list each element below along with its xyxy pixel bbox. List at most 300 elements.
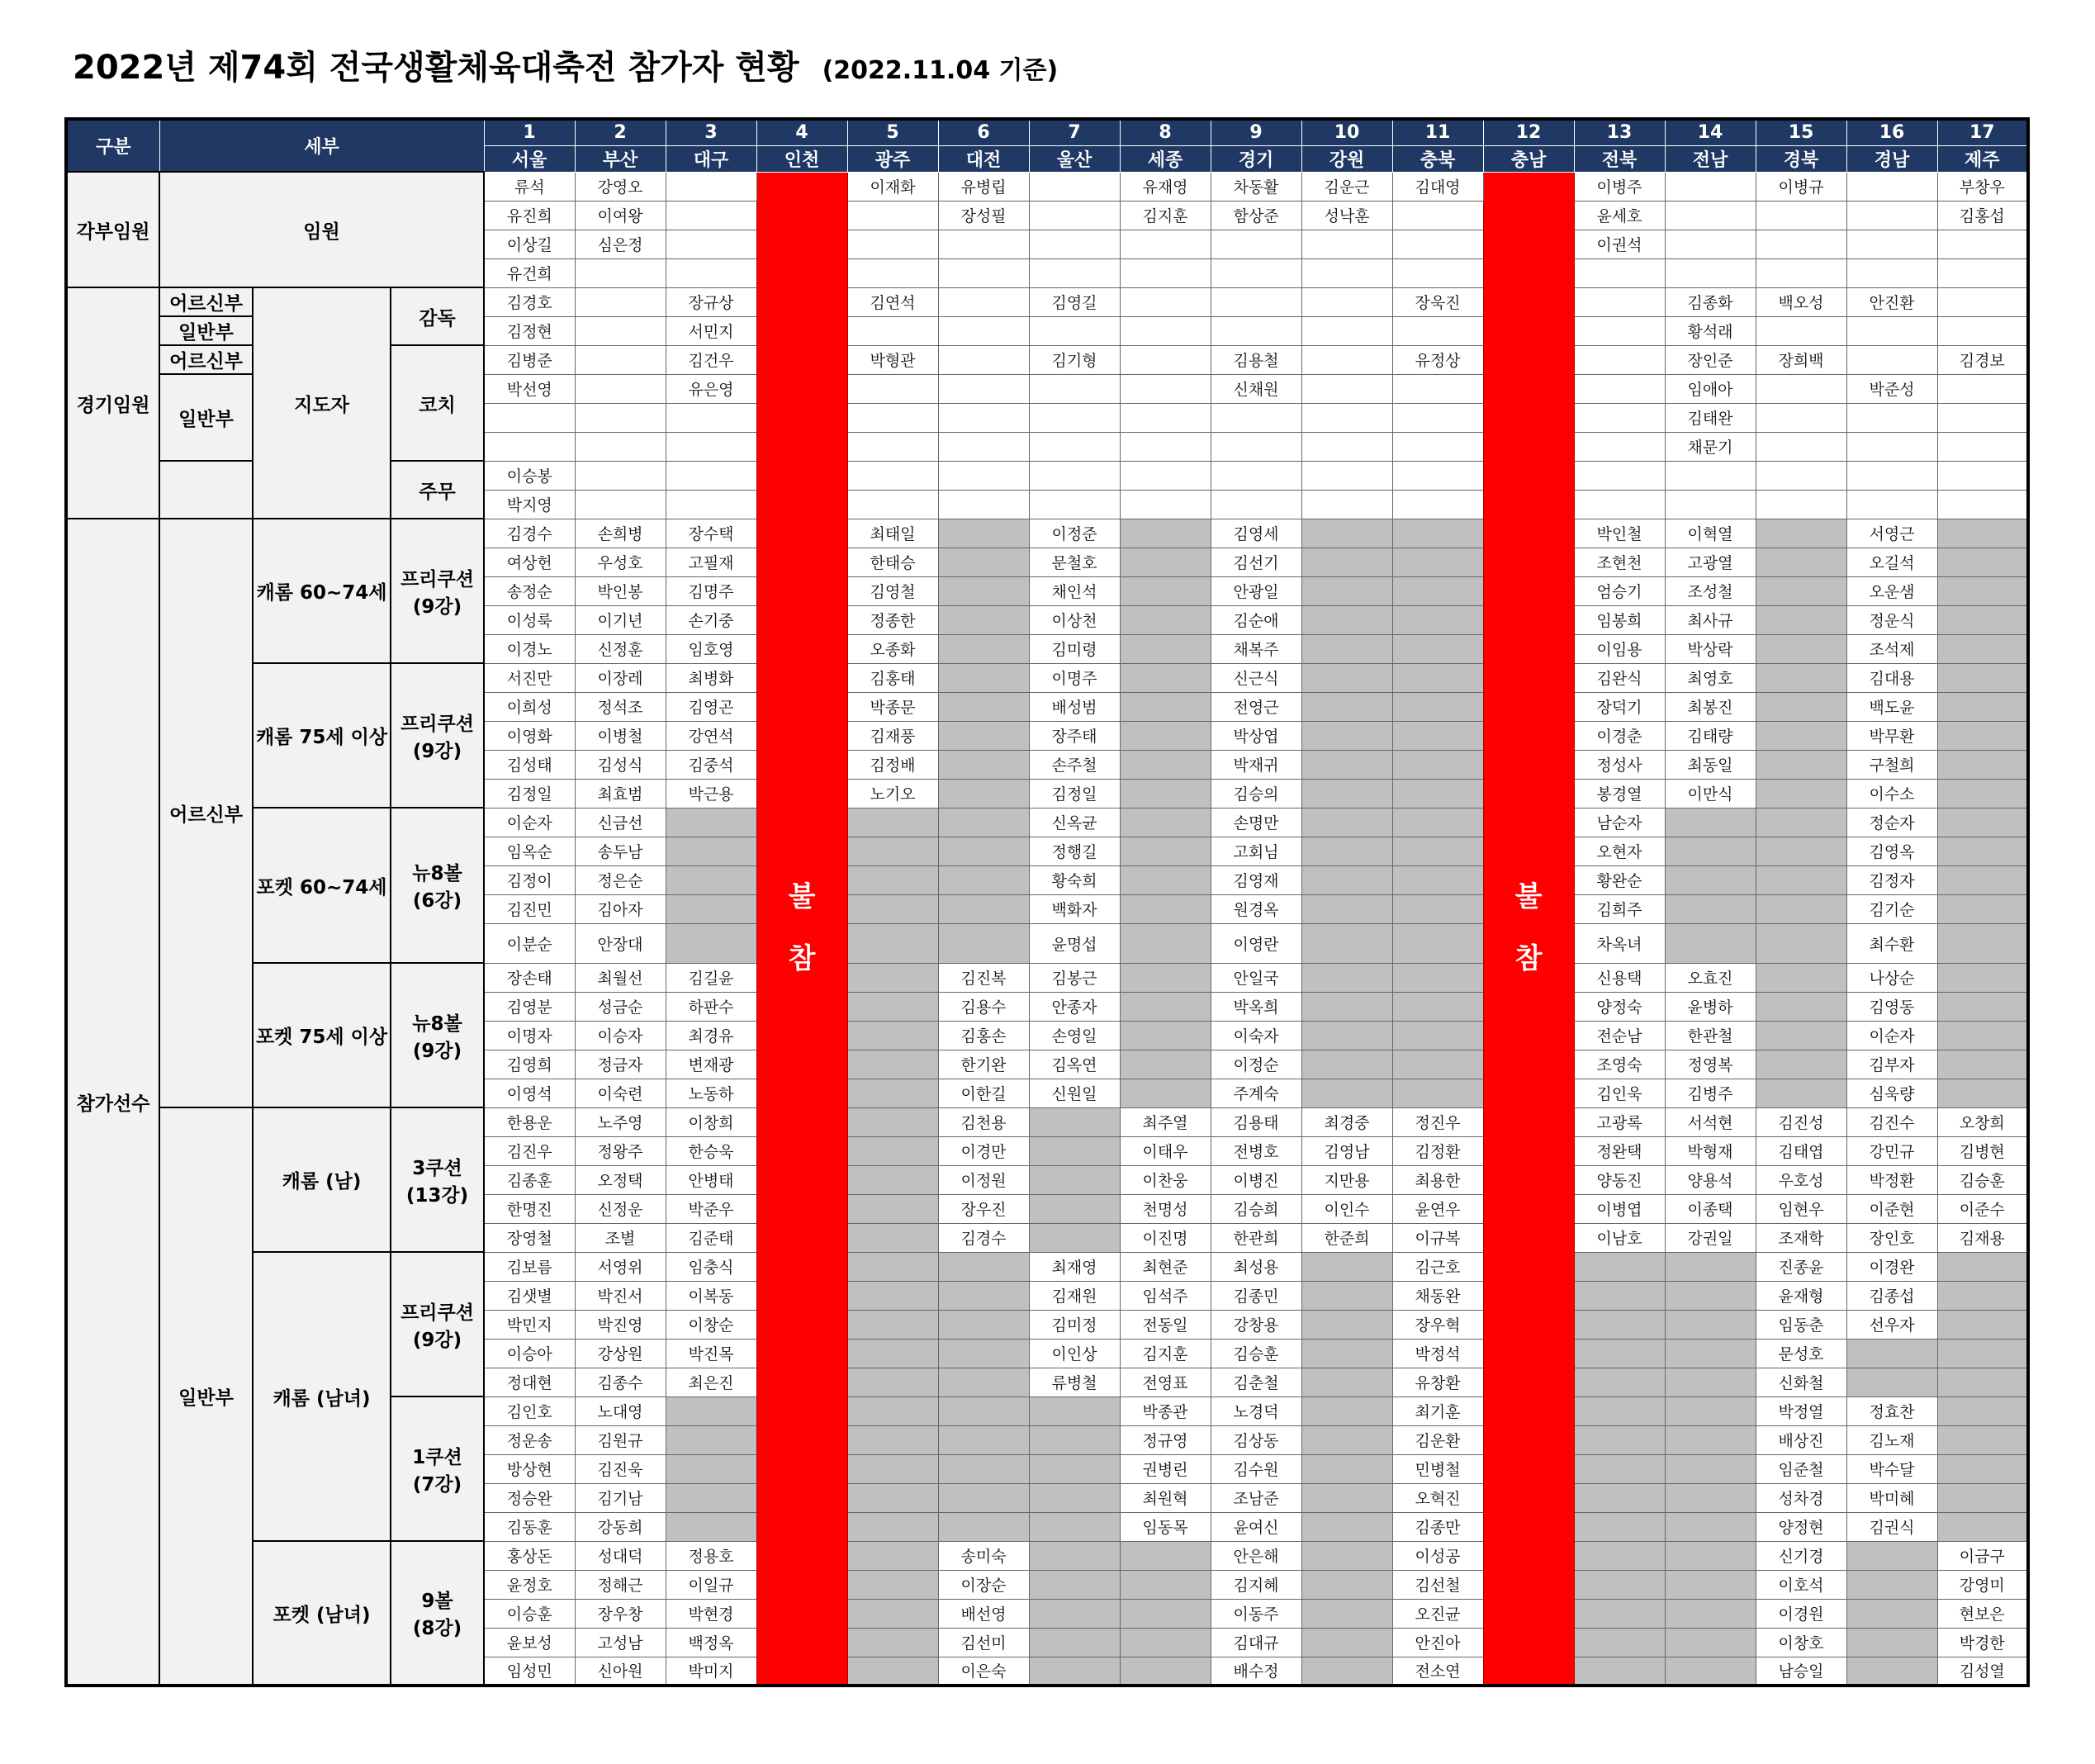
name-cell: 백화자 — [1029, 894, 1120, 923]
name-cell — [1756, 837, 1846, 865]
name-cell: 김영재 — [1211, 865, 1301, 894]
name-cell — [1120, 432, 1211, 461]
name-cell — [1120, 1079, 1211, 1107]
name-cell — [1756, 663, 1846, 692]
header-region: 강원 — [1301, 145, 1392, 172]
name-cell — [1846, 230, 1937, 258]
name-cell: 조석제 — [1846, 634, 1937, 663]
name-cell — [1937, 779, 2028, 808]
name-cell: 김영곤 — [666, 692, 756, 721]
name-cell: 김경호 — [484, 287, 575, 316]
name-cell: 임충식 — [666, 1252, 756, 1281]
title-date: (2022.11.04 기준) — [822, 56, 1059, 85]
name-cell — [938, 1310, 1029, 1339]
name-cell: 김병현 — [1937, 1136, 2028, 1165]
name-cell — [1301, 432, 1392, 461]
name-cell — [1120, 692, 1211, 721]
name-cell: 조재학 — [1756, 1223, 1846, 1252]
name-cell: 유건희 — [484, 258, 575, 287]
name-cell — [1301, 1628, 1392, 1657]
label-chamga: 참가선수 — [66, 519, 159, 1686]
name-cell — [938, 461, 1029, 490]
name-cell: 김미령 — [1029, 634, 1120, 663]
name-cell — [1029, 172, 1120, 201]
name-cell — [1392, 837, 1483, 865]
name-cell — [1756, 519, 1846, 548]
name-cell — [1029, 1628, 1120, 1657]
name-cell — [847, 403, 938, 432]
name-cell — [1120, 1657, 1211, 1686]
name-cell — [1120, 1021, 1211, 1050]
label-ilban1: 일반부 — [159, 316, 253, 345]
name-cell — [1120, 779, 1211, 808]
name-cell: 김상동 — [1211, 1425, 1301, 1454]
name-cell: 신정운 — [575, 1194, 666, 1223]
name-cell — [666, 172, 756, 201]
name-cell: 손영일 — [1029, 1021, 1120, 1050]
name-cell: 김종수 — [575, 1368, 666, 1396]
name-cell: 이분순 — [484, 923, 575, 963]
name-cell: 양정현 — [1756, 1512, 1846, 1541]
title-main: 2022년 제74회 전국생활체육대축전 참가자 현황 — [73, 49, 799, 87]
name-cell — [1029, 230, 1120, 258]
name-cell — [847, 490, 938, 519]
name-cell: 송미숙 — [938, 1541, 1029, 1570]
name-cell — [666, 403, 756, 432]
name-cell — [1301, 1425, 1392, 1454]
name-cell — [847, 1512, 938, 1541]
name-cell: 김영동 — [1846, 992, 1937, 1021]
name-cell: 최효범 — [575, 779, 666, 808]
name-cell: 김홍섭 — [1937, 201, 2028, 230]
name-cell — [1211, 490, 1301, 519]
name-cell: 이영란 — [1211, 923, 1301, 963]
name-cell — [1029, 432, 1120, 461]
label-ilban_div: 일반부 — [159, 1107, 253, 1686]
name-cell: 이상천 — [1029, 605, 1120, 634]
name-cell: 송정순 — [484, 576, 575, 605]
name-cell — [1665, 1281, 1756, 1310]
name-cell: 최봉진 — [1665, 692, 1756, 721]
name-cell: 김대용 — [1846, 663, 1937, 692]
name-cell — [1756, 963, 1846, 992]
name-cell: 이명주 — [1029, 663, 1120, 692]
name-cell — [1029, 1165, 1120, 1194]
name-cell: 이창호 — [1756, 1628, 1846, 1657]
name-cell — [1392, 1079, 1483, 1107]
name-cell — [1301, 634, 1392, 663]
absent-char: 불 — [788, 880, 816, 913]
name-cell: 김근호 — [1392, 1252, 1483, 1281]
label-imwon: 임원 — [159, 172, 484, 287]
label-eoreun1: 어르신부 — [159, 287, 253, 316]
name-cell — [1029, 374, 1120, 403]
name-cell — [938, 519, 1029, 548]
name-cell: 임준철 — [1756, 1454, 1846, 1483]
name-cell: 김노재 — [1846, 1425, 1937, 1454]
name-cell — [1574, 1454, 1665, 1483]
name-cell: 김태량 — [1665, 721, 1756, 750]
name-cell — [1846, 1570, 1937, 1599]
name-cell — [1392, 692, 1483, 721]
name-cell — [1846, 172, 1937, 201]
name-cell: 채동완 — [1392, 1281, 1483, 1310]
name-cell — [1937, 374, 2028, 403]
name-cell — [1756, 692, 1846, 721]
name-cell: 이찬웅 — [1120, 1165, 1211, 1194]
label-gamdok: 감독 — [391, 287, 484, 345]
name-cell — [1120, 374, 1211, 403]
name-cell — [1574, 1425, 1665, 1454]
name-cell — [1120, 403, 1211, 432]
name-cell — [1937, 865, 2028, 894]
name-cell: 여상헌 — [484, 548, 575, 576]
name-cell: 이경만 — [938, 1136, 1029, 1165]
name-cell — [1574, 1628, 1665, 1657]
name-cell — [1665, 1657, 1756, 1686]
name-cell — [1392, 316, 1483, 345]
name-cell — [1211, 403, 1301, 432]
header-number: 11 — [1392, 119, 1483, 145]
name-cell: 김운환 — [1392, 1425, 1483, 1454]
name-cell: 김원규 — [575, 1425, 666, 1454]
name-cell: 양동진 — [1574, 1165, 1665, 1194]
name-cell — [1846, 1339, 1937, 1368]
name-cell: 이병철 — [575, 721, 666, 750]
label-line: 9볼 — [421, 1591, 453, 1612]
name-cell: 장수택 — [666, 519, 756, 548]
name-cell — [938, 287, 1029, 316]
name-cell: 현보은 — [1937, 1599, 2028, 1628]
name-cell — [1665, 1454, 1756, 1483]
name-cell: 서진만 — [484, 663, 575, 692]
name-cell — [666, 1512, 756, 1541]
label-g_new6 — [391, 808, 484, 963]
label-g_free9a — [391, 519, 484, 663]
name-cell: 성금순 — [575, 992, 666, 1021]
name-cell: 유은영 — [666, 374, 756, 403]
name-cell — [1392, 750, 1483, 779]
name-cell — [1665, 230, 1756, 258]
header-region: 부산 — [575, 145, 666, 172]
name-cell — [666, 1425, 756, 1454]
label-g_new9 — [391, 963, 484, 1107]
name-cell — [1574, 1310, 1665, 1339]
name-cell — [1392, 923, 1483, 963]
name-cell — [938, 258, 1029, 287]
name-cell: 구철희 — [1846, 750, 1937, 779]
name-cell: 한기완 — [938, 1050, 1029, 1079]
name-cell — [666, 1454, 756, 1483]
name-cell — [1392, 605, 1483, 634]
label-line: 뉴8볼 — [412, 863, 462, 884]
header-number: 10 — [1301, 119, 1392, 145]
label-gakbu: 각부임원 — [66, 172, 159, 287]
name-cell — [938, 692, 1029, 721]
name-cell: 김정자 — [1846, 865, 1937, 894]
name-cell: 변재광 — [666, 1050, 756, 1079]
name-cell — [1756, 316, 1846, 345]
name-cell — [1120, 1628, 1211, 1657]
name-cell — [666, 1396, 756, 1425]
name-cell: 성낙훈 — [1301, 201, 1392, 230]
name-cell — [1937, 1079, 2028, 1107]
name-cell: 이영석 — [484, 1079, 575, 1107]
name-cell: 장우혁 — [1392, 1310, 1483, 1339]
name-cell — [1665, 808, 1756, 837]
name-cell: 박정환 — [1846, 1165, 1937, 1194]
name-cell — [1392, 230, 1483, 258]
name-cell: 김진수 — [1846, 1107, 1937, 1136]
name-cell — [1211, 230, 1301, 258]
name-cell: 김선기 — [1211, 548, 1301, 576]
name-cell: 최월선 — [575, 963, 666, 992]
name-cell: 윤병하 — [1665, 992, 1756, 1021]
name-cell — [938, 1483, 1029, 1512]
name-cell — [1211, 432, 1301, 461]
name-cell — [1120, 992, 1211, 1021]
name-cell — [847, 1194, 938, 1223]
name-cell — [938, 1339, 1029, 1368]
name-cell — [938, 1368, 1029, 1396]
name-cell — [1301, 1396, 1392, 1425]
name-cell — [1574, 1281, 1665, 1310]
name-cell — [1120, 1570, 1211, 1599]
name-cell — [666, 432, 756, 461]
name-cell: 김정일 — [1029, 779, 1120, 808]
name-cell: 박선영 — [484, 374, 575, 403]
name-cell — [1574, 1339, 1665, 1368]
absent-char: 불 — [1514, 880, 1543, 913]
name-cell — [1301, 963, 1392, 992]
header-region: 전북 — [1574, 145, 1665, 172]
name-cell: 최은진 — [666, 1368, 756, 1396]
name-cell — [938, 750, 1029, 779]
name-cell — [1665, 1512, 1756, 1541]
name-cell — [1301, 1252, 1392, 1281]
label-ev2: 캐롬 75세 이상 — [253, 663, 391, 808]
name-cell — [1756, 634, 1846, 663]
name-cell: 안장대 — [575, 923, 666, 963]
name-cell: 김운근 — [1301, 172, 1392, 201]
name-cell: 이명자 — [484, 1021, 575, 1050]
name-cell — [1574, 258, 1665, 287]
name-cell — [1301, 374, 1392, 403]
name-cell: 채문기 — [1665, 432, 1756, 461]
name-cell: 김진민 — [484, 894, 575, 923]
name-cell: 전영근 — [1211, 692, 1301, 721]
name-cell — [1029, 403, 1120, 432]
name-cell: 김인호 — [484, 1396, 575, 1425]
label-line: 1쿠션 — [412, 1446, 462, 1468]
name-cell — [1756, 1050, 1846, 1079]
name-cell: 이창희 — [666, 1107, 756, 1136]
name-cell — [1029, 1454, 1120, 1483]
name-cell: 민병철 — [1392, 1454, 1483, 1483]
name-cell: 오혁진 — [1392, 1483, 1483, 1512]
name-cell — [1574, 461, 1665, 490]
name-cell — [938, 230, 1029, 258]
name-cell — [1756, 750, 1846, 779]
name-cell — [1029, 1223, 1120, 1252]
name-cell — [1665, 1252, 1756, 1281]
name-cell — [1211, 461, 1301, 490]
name-cell: 안진아 — [1392, 1628, 1483, 1657]
name-cell: 김영철 — [847, 576, 938, 605]
absent-column-incheon — [756, 172, 847, 1686]
name-cell — [847, 1657, 938, 1686]
name-cell: 김용수 — [938, 992, 1029, 1021]
name-cell: 김승의 — [1211, 779, 1301, 808]
name-cell: 김진우 — [484, 1136, 575, 1165]
name-cell — [1846, 461, 1937, 490]
name-cell — [847, 316, 938, 345]
absent-char: 참 — [788, 941, 816, 975]
name-cell: 신용택 — [1574, 963, 1665, 992]
name-cell — [1211, 287, 1301, 316]
name-cell: 전소연 — [1392, 1657, 1483, 1686]
label-ev3: 포켓 60~74세 — [253, 808, 391, 963]
name-cell: 양용석 — [1665, 1165, 1756, 1194]
name-cell — [938, 605, 1029, 634]
name-cell: 윤연우 — [1392, 1194, 1483, 1223]
absent-marker — [1484, 866, 1574, 990]
name-cell: 이규복 — [1392, 1223, 1483, 1252]
name-cell: 이병엽 — [1574, 1194, 1665, 1223]
name-cell — [1756, 721, 1846, 750]
label-eoreun_div: 어르신부 — [159, 519, 253, 1107]
name-cell — [1029, 1512, 1120, 1541]
name-cell: 김건우 — [666, 345, 756, 374]
name-cell: 박경한 — [1937, 1628, 2028, 1657]
name-cell — [1392, 258, 1483, 287]
name-cell: 이희성 — [484, 692, 575, 721]
name-cell: 정영복 — [1665, 1050, 1756, 1079]
name-cell: 이경춘 — [1574, 721, 1665, 750]
name-cell — [1665, 923, 1756, 963]
name-cell: 황숙희 — [1029, 865, 1120, 894]
name-cell: 최수환 — [1846, 923, 1937, 963]
name-cell: 박무환 — [1846, 721, 1937, 750]
name-cell: 김지훈 — [1120, 1339, 1211, 1368]
name-cell: 이성룩 — [484, 605, 575, 634]
name-cell: 박정석 — [1392, 1339, 1483, 1368]
name-cell — [666, 230, 756, 258]
name-cell — [1392, 548, 1483, 576]
name-cell — [1120, 894, 1211, 923]
name-cell — [1846, 316, 1937, 345]
name-cell — [1120, 663, 1211, 692]
name-cell — [1937, 963, 2028, 992]
name-cell — [1029, 201, 1120, 230]
name-cell — [1665, 172, 1756, 201]
name-cell — [666, 837, 756, 865]
name-cell — [1574, 1396, 1665, 1425]
name-cell: 김정이 — [484, 865, 575, 894]
name-cell: 신금선 — [575, 808, 666, 837]
name-cell — [847, 1252, 938, 1281]
absent-marker — [757, 866, 847, 990]
name-cell — [1301, 750, 1392, 779]
name-cell — [938, 1454, 1029, 1483]
name-cell: 장우창 — [575, 1599, 666, 1628]
name-cell: 유정상 — [1392, 345, 1483, 374]
name-cell — [847, 258, 938, 287]
name-cell — [1029, 316, 1120, 345]
name-cell: 이성공 — [1392, 1541, 1483, 1570]
name-cell — [575, 316, 666, 345]
name-cell — [847, 1223, 938, 1252]
name-cell: 김준태 — [666, 1223, 756, 1252]
name-cell — [847, 1425, 938, 1454]
name-cell — [1665, 837, 1756, 865]
name-cell: 하판수 — [666, 992, 756, 1021]
name-cell — [1392, 374, 1483, 403]
name-cell: 김명주 — [666, 576, 756, 605]
name-cell — [1574, 1252, 1665, 1281]
name-cell: 김보름 — [484, 1252, 575, 1281]
name-cell: 김정현 — [484, 316, 575, 345]
name-cell: 박종문 — [847, 692, 938, 721]
name-cell: 오길석 — [1846, 548, 1937, 576]
name-cell — [575, 490, 666, 519]
name-cell: 임성민 — [484, 1657, 575, 1686]
name-cell — [1846, 345, 1937, 374]
label-ev4: 포켓 75세 이상 — [253, 963, 391, 1107]
name-cell — [1029, 1541, 1120, 1570]
name-cell — [1756, 432, 1846, 461]
name-cell — [1029, 1194, 1120, 1223]
name-cell: 한준희 — [1301, 1223, 1392, 1252]
name-cell — [1392, 461, 1483, 490]
header-region: 서울 — [484, 145, 575, 172]
name-cell — [1937, 403, 2028, 432]
name-cell — [1937, 1454, 2028, 1483]
name-cell: 이인상 — [1029, 1339, 1120, 1368]
name-cell — [666, 201, 756, 230]
name-cell: 최원혁 — [1120, 1483, 1211, 1512]
name-cell: 이경노 — [484, 634, 575, 663]
name-cell — [1756, 576, 1846, 605]
name-cell — [1392, 403, 1483, 432]
name-cell — [1301, 576, 1392, 605]
label-line: 뉴8볼 — [412, 1012, 462, 1035]
name-cell — [1120, 230, 1211, 258]
name-cell — [1301, 1281, 1392, 1310]
name-cell — [575, 374, 666, 403]
name-cell: 이상길 — [484, 230, 575, 258]
name-cell — [938, 1425, 1029, 1454]
name-cell — [1756, 605, 1846, 634]
name-cell: 김봉근 — [1029, 963, 1120, 992]
name-cell: 양정숙 — [1574, 992, 1665, 1021]
name-cell: 정진우 — [1392, 1107, 1483, 1136]
name-cell — [1120, 576, 1211, 605]
name-cell: 김태완 — [1665, 403, 1756, 432]
name-cell: 안일국 — [1211, 963, 1301, 992]
name-cell: 손희병 — [575, 519, 666, 548]
name-cell: 최동일 — [1665, 750, 1756, 779]
name-cell — [938, 490, 1029, 519]
label-g_1c7 — [391, 1396, 484, 1541]
name-cell: 박근용 — [666, 779, 756, 808]
name-cell: 박민지 — [484, 1310, 575, 1339]
name-cell: 정용호 — [666, 1541, 756, 1570]
name-cell: 김진성 — [1756, 1107, 1846, 1136]
name-cell: 김병준 — [484, 345, 575, 374]
name-cell — [847, 1339, 938, 1368]
name-cell: 문철호 — [1029, 548, 1120, 576]
